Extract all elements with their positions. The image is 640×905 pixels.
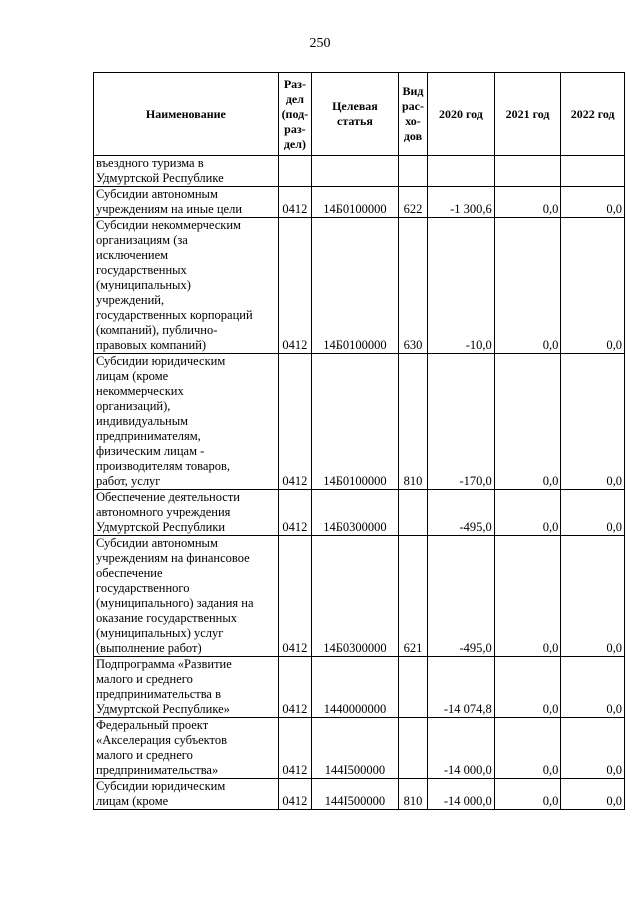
row-2021: 0,0 — [494, 354, 561, 490]
row-name: Подпрограмма «Развитие малого и среднего предпринимательства в Удмуртской Республике» — [94, 657, 279, 718]
table-row — [94, 657, 625, 718]
row-2022: 0,0 — [561, 536, 625, 657]
row-2021: 0,0 — [494, 657, 561, 718]
row-2020: -1 300,6 — [428, 187, 495, 218]
header-name: Наименование — [94, 73, 279, 156]
row-target: 14Б0300000 — [312, 536, 399, 657]
row-target — [312, 156, 399, 187]
row-target: 14Б0100000 — [312, 354, 399, 490]
row-section: 0412 — [278, 779, 311, 810]
row-expense-type: 630 — [398, 218, 427, 354]
row-expense-type — [398, 490, 427, 536]
table-row — [94, 718, 625, 779]
row-expense-type: 621 — [398, 536, 427, 657]
row-expense-type: 810 — [398, 779, 427, 810]
row-target: 14Б0300000 — [312, 490, 399, 536]
row-2021 — [494, 156, 561, 187]
header-expense-type: Вид рас- хо- дов — [398, 73, 427, 156]
row-2021: 0,0 — [494, 490, 561, 536]
row-expense-type: 810 — [398, 354, 427, 490]
header-section: Раз- дел (под- раз- дел) — [278, 73, 311, 156]
row-name: Федеральный проект «Акселерация субъектов малого и среднего предпринимательства» — [94, 718, 279, 779]
row-section: 0412 — [278, 187, 311, 218]
table-row — [94, 187, 625, 218]
row-section: 0412 — [278, 536, 311, 657]
row-name: Субсидии автономным учреждениям на иные цели — [94, 187, 279, 218]
row-name: Субсидии юридическим лицам (кроме некоммерческих организаций), индивидуальным предпринимателям, физическим лицам - производителям товаров, работ, услуг — [94, 354, 279, 490]
table-row — [94, 156, 625, 187]
header-target: Целевая статья — [312, 73, 399, 156]
row-2022: 0,0 — [561, 354, 625, 490]
row-name: Субсидии некоммерческим организациям (за исключением государственных (муниципальных) учреждений, государственных корпораций (компаний), публично- правовых компаний) — [94, 218, 279, 354]
row-2020: -495,0 — [428, 490, 495, 536]
row-2020: -14 074,8 — [428, 657, 495, 718]
row-name: Субсидии юридическим лицам (кроме — [94, 779, 279, 810]
row-2022: 0,0 — [561, 657, 625, 718]
row-target: 144I500000 — [312, 779, 399, 810]
header-2021: 2021 год — [494, 73, 561, 156]
row-2021: 0,0 — [494, 218, 561, 354]
table-header-row — [94, 73, 625, 156]
row-section: 0412 — [278, 490, 311, 536]
row-2020: -14 000,0 — [428, 779, 495, 810]
row-2021: 0,0 — [494, 779, 561, 810]
header-2022: 2022 год — [561, 73, 625, 156]
table-row — [94, 490, 625, 536]
table-row — [94, 779, 625, 810]
row-2020: -14 000,0 — [428, 718, 495, 779]
row-target: 144I500000 — [312, 718, 399, 779]
row-2020 — [428, 156, 495, 187]
row-section — [278, 156, 311, 187]
row-section: 0412 — [278, 718, 311, 779]
table-row — [94, 218, 625, 354]
row-section: 0412 — [278, 657, 311, 718]
row-2022: 0,0 — [561, 218, 625, 354]
row-2020: -10,0 — [428, 218, 495, 354]
row-2021: 0,0 — [494, 187, 561, 218]
row-expense-type: 622 — [398, 187, 427, 218]
row-2022 — [561, 156, 625, 187]
row-expense-type — [398, 156, 427, 187]
row-2020: -495,0 — [428, 536, 495, 657]
row-2022: 0,0 — [561, 187, 625, 218]
row-2022: 0,0 — [561, 718, 625, 779]
row-2022: 0,0 — [561, 779, 625, 810]
row-target: 1440000000 — [312, 657, 399, 718]
row-name: въездного туризма в Удмуртской Республике — [94, 156, 279, 187]
row-section: 0412 — [278, 218, 311, 354]
row-name: Обеспечение деятельности автономного учреждения Удмуртской Республики — [94, 490, 279, 536]
row-2021: 0,0 — [494, 536, 561, 657]
row-2022: 0,0 — [561, 490, 625, 536]
row-section: 0412 — [278, 354, 311, 490]
row-expense-type — [398, 718, 427, 779]
budget-table — [93, 72, 625, 810]
row-2020: -170,0 — [428, 354, 495, 490]
row-name: Субсидии автономным учреждениям на финансовое обеспечение государственного (муниципального) задания на оказание государственных (муниципальных) услуг (выполнение работ) — [94, 536, 279, 657]
row-2021: 0,0 — [494, 718, 561, 779]
row-expense-type — [398, 657, 427, 718]
row-target: 14Б0100000 — [312, 218, 399, 354]
table-row — [94, 536, 625, 657]
table-row — [94, 354, 625, 490]
page-number: 250 — [309, 36, 331, 51]
row-target: 14Б0100000 — [312, 187, 399, 218]
header-2020: 2020 год — [428, 73, 495, 156]
